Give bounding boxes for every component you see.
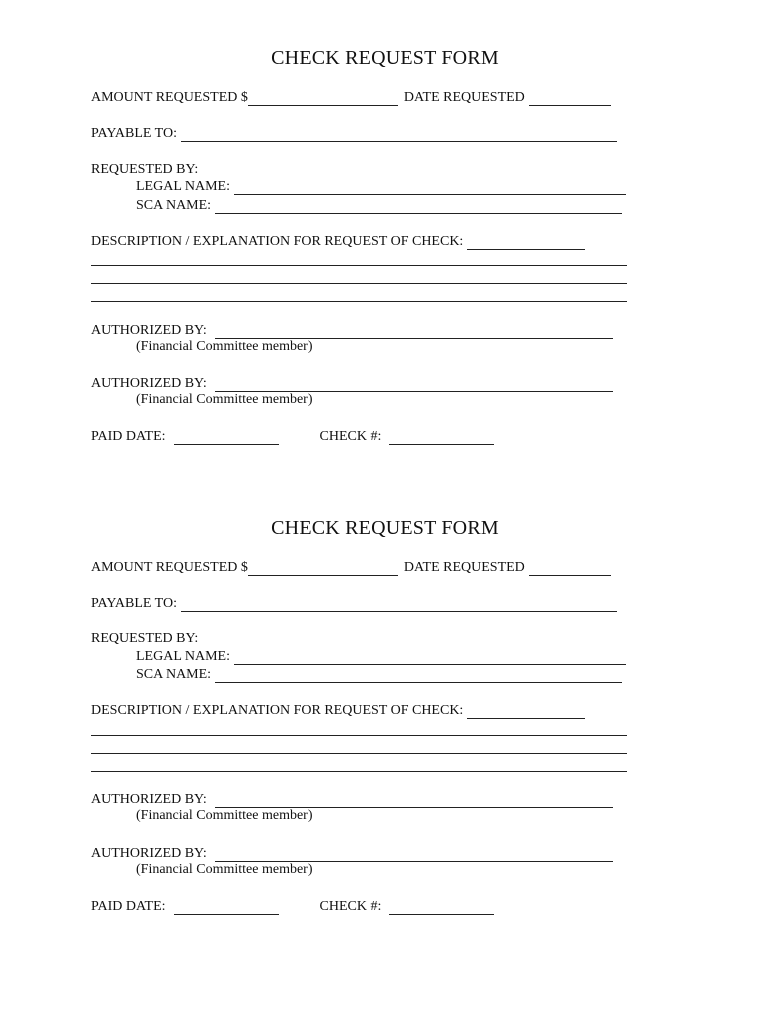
description-field-inline[interactable] xyxy=(467,235,585,250)
paid-row xyxy=(91,427,494,445)
legal-name-row xyxy=(136,177,626,195)
amount-label: AMOUNT REQUESTED $ xyxy=(91,90,248,105)
payable-row xyxy=(91,124,617,142)
authorized-note: (Financial Committee member) xyxy=(136,392,313,407)
paid-date-label: PAID DATE: xyxy=(91,429,166,444)
description-line-3[interactable] xyxy=(91,771,627,772)
paid-date-field[interactable] xyxy=(174,430,279,445)
payable-to-label: PAYABLE TO: xyxy=(91,126,177,141)
payable-to-field[interactable] xyxy=(181,597,617,612)
legal-name-field[interactable] xyxy=(234,180,626,195)
legal-name-label: LEGAL NAME: xyxy=(136,179,230,194)
check-number-label: CHECK #: xyxy=(319,899,382,914)
payable-to-label: PAYABLE TO: xyxy=(91,596,177,611)
amount-field[interactable] xyxy=(248,91,398,106)
date-requested-field[interactable] xyxy=(529,561,611,576)
paid-date-field[interactable] xyxy=(174,900,279,915)
authorized-note: (Financial Committee member) xyxy=(136,862,313,877)
paid-date-label: PAID DATE: xyxy=(91,899,166,914)
legal-name-label: LEGAL NAME: xyxy=(136,649,230,664)
legal-name-field[interactable] xyxy=(234,650,626,665)
description-line-3[interactable] xyxy=(91,301,627,302)
description-line-2[interactable] xyxy=(91,283,627,284)
description-line-2[interactable] xyxy=(91,753,627,754)
authorized-note: (Financial Committee member) xyxy=(136,808,313,823)
description-field-inline[interactable] xyxy=(467,704,585,719)
description-row xyxy=(91,232,585,250)
sca-name-field[interactable] xyxy=(215,668,622,683)
check-number-label: CHECK #: xyxy=(319,429,382,444)
authorized-by-label: AUTHORIZED BY: xyxy=(91,376,207,391)
date-requested-label: DATE REQUESTED xyxy=(403,90,525,105)
authorized-note: (Financial Committee member) xyxy=(136,339,313,354)
sca-name-field[interactable] xyxy=(215,199,622,214)
amount-row xyxy=(91,88,611,106)
form-title: CHECK REQUEST FORM xyxy=(271,517,499,539)
description-label: DESCRIPTION / EXPLANATION FOR REQUEST OF CHECK: xyxy=(91,703,464,718)
requested-by-label: REQUESTED BY: xyxy=(91,631,199,646)
authorized-by-label: AUTHORIZED BY: xyxy=(91,323,207,338)
authorized-by-field[interactable] xyxy=(215,793,613,808)
authorized-row-1 xyxy=(91,321,613,339)
sca-name-label: SCA NAME: xyxy=(136,198,212,213)
authorized-row-2 xyxy=(91,374,613,392)
description-line-1[interactable] xyxy=(91,265,627,266)
description-line-1[interactable] xyxy=(91,735,627,736)
description-row xyxy=(91,701,585,719)
amount-field[interactable] xyxy=(248,561,398,576)
amount-row xyxy=(91,558,611,576)
legal-name-row xyxy=(136,647,626,665)
payable-row xyxy=(91,594,617,612)
date-requested-label: DATE REQUESTED xyxy=(403,560,525,575)
description-label: DESCRIPTION / EXPLANATION FOR REQUEST OF CHECK: xyxy=(91,234,464,249)
form-title: CHECK REQUEST FORM xyxy=(271,47,499,69)
payable-to-field[interactable] xyxy=(181,127,617,142)
authorized-by-label: AUTHORIZED BY: xyxy=(91,846,207,861)
authorized-by-label: AUTHORIZED BY: xyxy=(91,792,207,807)
paid-row xyxy=(91,897,494,915)
authorized-by-field[interactable] xyxy=(215,847,613,862)
authorized-row-1 xyxy=(91,790,613,808)
requested-by-label: REQUESTED BY: xyxy=(91,162,199,177)
amount-label: AMOUNT REQUESTED $ xyxy=(91,560,248,575)
sca-name-row xyxy=(136,665,622,683)
sca-name-label: SCA NAME: xyxy=(136,667,212,682)
authorized-by-field[interactable] xyxy=(215,324,613,339)
sca-name-row xyxy=(136,196,622,214)
date-requested-field[interactable] xyxy=(529,91,611,106)
check-number-field[interactable] xyxy=(389,430,494,445)
check-number-field[interactable] xyxy=(389,900,494,915)
authorized-row-2 xyxy=(91,844,613,862)
authorized-by-field[interactable] xyxy=(215,377,613,392)
